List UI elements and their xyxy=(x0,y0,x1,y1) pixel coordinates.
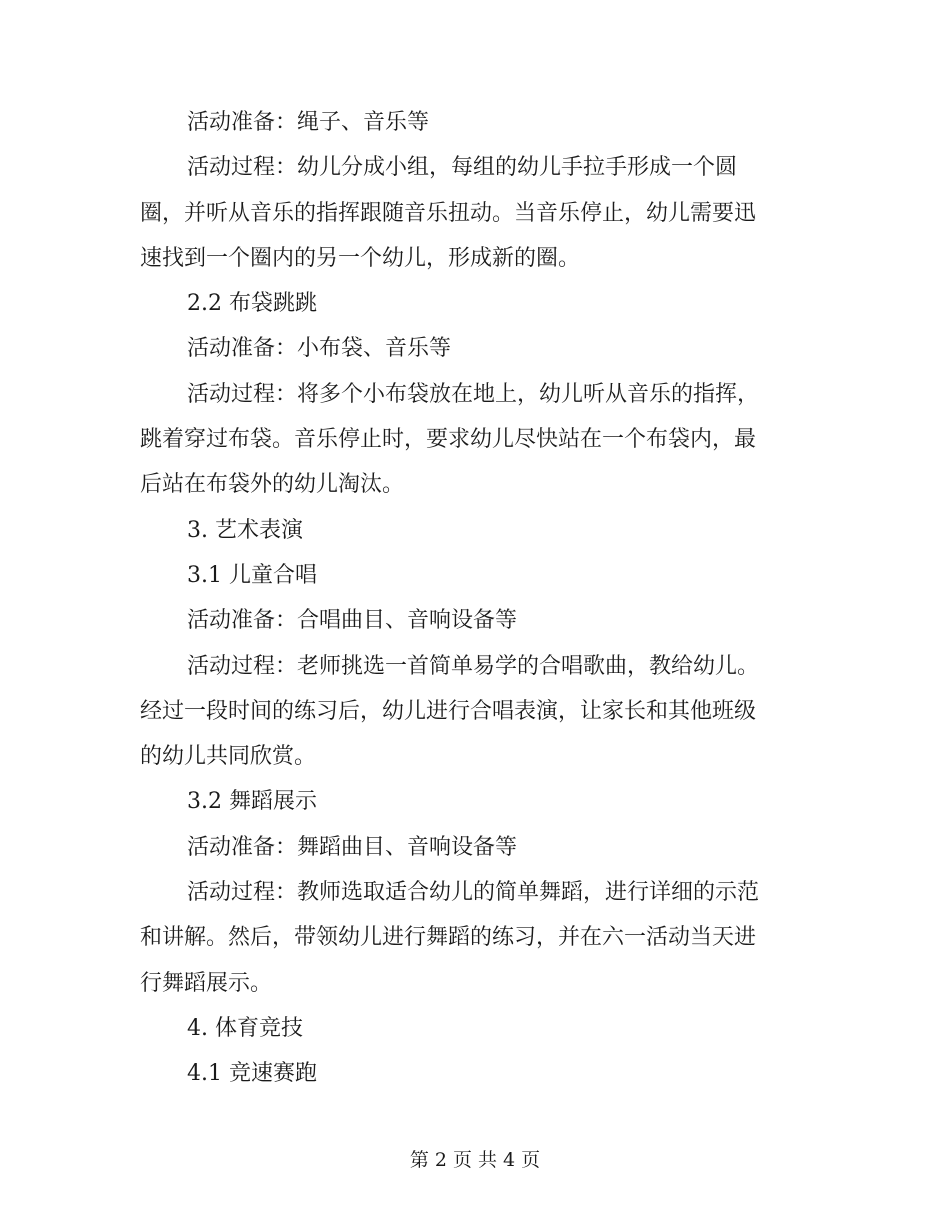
text-line: 和讲解。然后，带领幼儿进行舞蹈的练习，并在六一活动当天进 xyxy=(140,925,757,951)
text-line: 活动过程：老师挑选一首简单易学的合唱歌曲，教给幼儿。 xyxy=(187,653,760,679)
text-line: 活动准备：绳子、音乐等 xyxy=(187,110,430,135)
text-line: 活动过程：将多个小布袋放在地上，幼儿听从音乐的指挥， xyxy=(187,381,760,407)
text-line: 活动过程：幼儿分成小组，每组的幼儿手拉手形成一个圆 xyxy=(187,155,738,181)
section-heading: 3.1 儿童合唱 xyxy=(187,562,317,588)
text-line: 的幼儿共同欣赏。 xyxy=(140,744,317,770)
text-line: 活动准备：舞蹈曲目、音响设备等 xyxy=(187,834,518,860)
section-heading: 4. 体育竞技 xyxy=(187,1015,303,1041)
section-heading: 3.2 舞蹈展示 xyxy=(187,789,317,815)
text-line: 速找到一个圈内的另一个幼儿，形成新的圈。 xyxy=(140,245,581,271)
section-heading: 4.1 竞速赛跑 xyxy=(187,1061,317,1087)
text-line: 后站在布袋外的幼儿淘汰。 xyxy=(140,472,405,498)
page-number-footer: 第 2 页 共 4 页 xyxy=(409,1149,541,1171)
text-line: 活动准备：合唱曲目、音响设备等 xyxy=(187,608,518,634)
text-line: 活动过程：教师选取适合幼儿的简单舞蹈，进行详细的示范 xyxy=(187,880,760,906)
text-line: 圈，并听从音乐的指挥跟随音乐扭动。当音乐停止，幼儿需要迅 xyxy=(140,200,757,226)
text-line: 经过一段时间的练习后，幼儿进行合唱表演，让家长和其他班级 xyxy=(140,698,757,724)
text-line: 跳着穿过布袋。音乐停止时，要求幼儿尽快站在一个布袋内，最 xyxy=(140,427,757,453)
text-line: 活动准备：小布袋、音乐等 xyxy=(187,336,452,362)
text-line: 行舞蹈展示。 xyxy=(140,970,273,996)
section-heading: 2.2 布袋跳跳 xyxy=(187,291,317,317)
section-heading: 3. 艺术表演 xyxy=(187,517,303,543)
document-body xyxy=(140,100,800,1097)
